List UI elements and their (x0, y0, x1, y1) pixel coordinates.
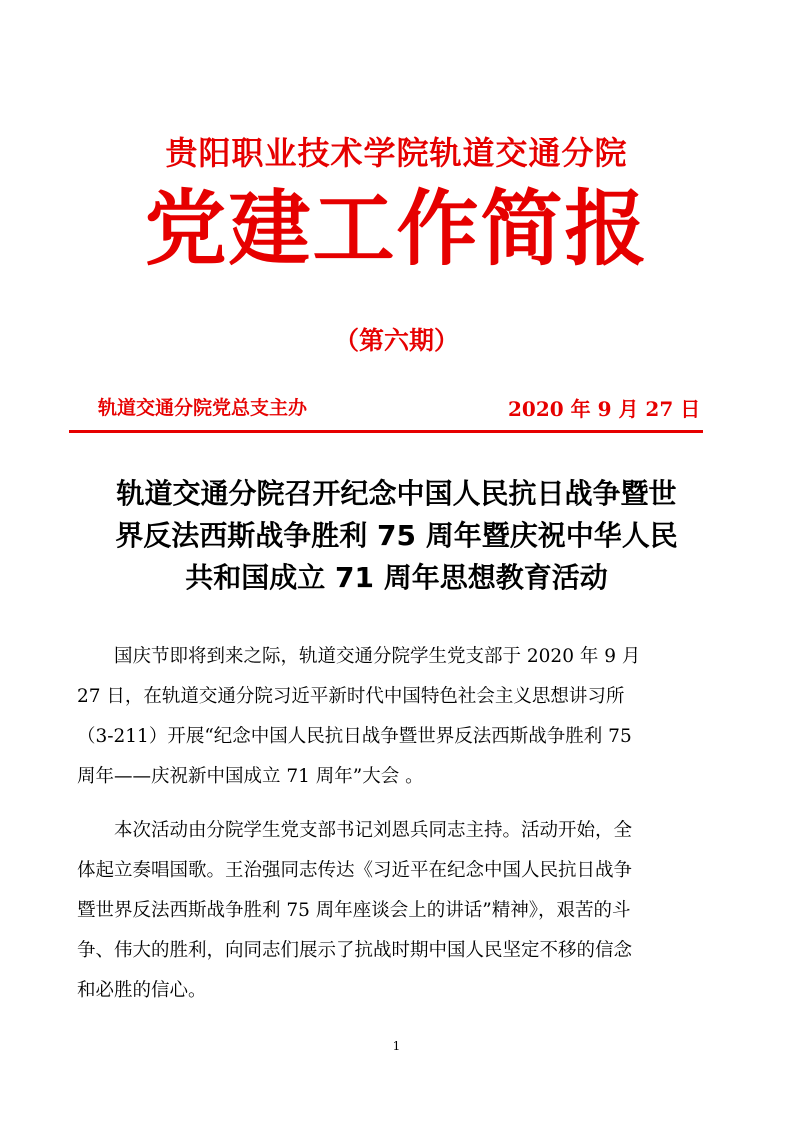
paragraph-line: （3-211）开展“纪念中国人民抗日战争暨世界反法西斯战争胜利 75 (77, 726, 632, 747)
paragraph-line: 争、伟大的胜利，向同志们展示了抗战时期中国人民坚定不移的信念 (77, 940, 633, 961)
institution-name: 贵阳职业技术学院轨道交通分院 (165, 134, 628, 172)
paragraph-2 (77, 811, 721, 1011)
article-title (60, 473, 733, 599)
issue-number: （第六期） (333, 326, 459, 355)
article-title-line: 轨道交通分院召开纪念中国人民抗日战争暨世 (116, 477, 677, 510)
paragraph-line: 暨世界反法西斯战争胜利 75 周年座谈会上的讲话”精神》，艰苦的斗 (77, 900, 631, 921)
paragraph-line: 和必胜的信心。 (77, 980, 207, 1001)
paragraph-1 (77, 637, 721, 797)
publish-date: 2020 年 9 月 27 日 (508, 397, 701, 421)
article-title-line: 界反法西斯战争胜利 75 周年暨庆祝中华人民 (115, 519, 678, 552)
page-number: 1 (392, 1039, 401, 1053)
paragraph-line: 体起立奏唱国歌。王治强同志传达《习近平在纪念中国人民抗日战争 (77, 860, 633, 881)
header-divider (69, 430, 703, 433)
paragraph-line: 27 日，在轨道交通分院习近平新时代中国特色社会主义思想讲习所 (77, 686, 625, 707)
article-title-line: 共和国成立 71 周年思想教育活动 (185, 561, 608, 594)
organizer: 轨道交通分院党总支主办 (98, 397, 308, 419)
bulletin-title: 党建工作简报 (144, 182, 649, 277)
paragraph-line: 周年——庆祝新中国成立 71 周年”大会 。 (77, 766, 424, 787)
paragraph-line: 国庆节即将到来之际，轨道交通分院学生党支部于 2020 年 9 月 (114, 646, 641, 667)
paragraph-line: 本次活动由分院学生党支部书记刘恩兵同志主持。活动开始，全 (114, 820, 633, 841)
